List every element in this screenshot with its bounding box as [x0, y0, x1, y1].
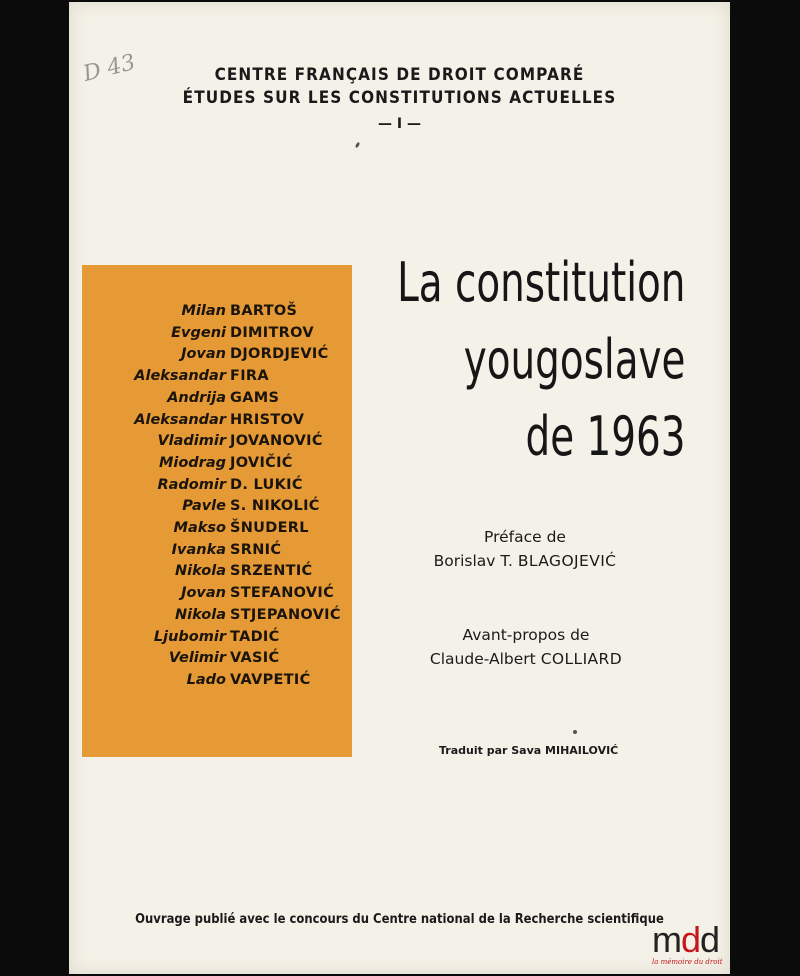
- foreword-label: Avant-propos de: [462, 626, 590, 644]
- author-first-name: Evgeni: [171, 324, 226, 341]
- logo-letter-d-red: d: [681, 919, 701, 960]
- author-entry: [82, 650, 352, 672]
- author-first-name: Aleksandar: [134, 411, 226, 428]
- authors-panel: [82, 265, 352, 757]
- author-entry: [82, 498, 352, 520]
- author-first-name: Miodrag: [158, 454, 226, 471]
- author-first-name: Makso: [173, 520, 226, 536]
- foreword-credit: [415, 623, 637, 671]
- author-entry: [82, 412, 352, 434]
- author-last-name: VAVPETIĆ: [230, 671, 311, 688]
- funding-note: Ouvrage publié avec le concours du Centre national de la Recherche scientifique: [135, 911, 664, 927]
- series-title: ÉTUDES SUR LES CONSTITUTIONS ACTUELLES: [182, 88, 617, 108]
- author-first-name: Ljubomir: [153, 628, 226, 645]
- author-last-name: JOVANOVIĆ: [230, 433, 323, 450]
- author-last-name: STJEPANOVIĆ: [230, 606, 341, 623]
- author-entry: [82, 390, 352, 412]
- series-header: [69, 64, 730, 136]
- logo-tagline: la mémoire du droit: [652, 958, 723, 966]
- preface-credit: [415, 525, 635, 573]
- translator-label: Traduit par Sava: [439, 744, 542, 757]
- logo-letter-m: m: [652, 919, 681, 960]
- author-last-name: SRNIĆ: [230, 541, 282, 558]
- foreword-author-first: Claude-Albert: [429, 650, 536, 668]
- author-last-name: HRISTOV: [230, 411, 305, 428]
- author-last-name: FIRA: [230, 368, 269, 385]
- author-first-name: Lado: [186, 671, 226, 688]
- publisher-name: CENTRE FRANÇAIS DE DROIT COMPARÉ: [214, 65, 585, 85]
- author-entry: [82, 477, 352, 499]
- author-entry: [82, 303, 352, 325]
- translator-credit: [439, 744, 618, 757]
- author-first-name: Vladimir: [157, 433, 226, 450]
- author-entry: [82, 629, 352, 651]
- author-entry: [82, 433, 352, 455]
- preface-label: Préface de: [484, 528, 566, 546]
- author-entry: [82, 607, 352, 629]
- title-line-2: yougoslave: [463, 328, 685, 391]
- author-entry: [82, 325, 352, 347]
- book-cover: [69, 2, 730, 974]
- author-last-name: D. LUKIĆ: [230, 476, 303, 493]
- author-last-name: SRZENTIĆ: [230, 563, 313, 580]
- author-entry: [82, 368, 352, 390]
- author-first-name: Aleksandar: [134, 368, 226, 385]
- author-first-name: Velimir: [168, 650, 226, 667]
- author-first-name: Nikola: [175, 606, 226, 623]
- author-last-name: DJORDJEVIĆ: [230, 346, 329, 363]
- author-entry: [82, 672, 352, 694]
- preface-author-last: BLAGOJEVIĆ: [517, 552, 617, 570]
- preface-author-first: Borislav T.: [433, 552, 513, 570]
- author-first-name: Jovan: [181, 346, 226, 363]
- logo-letters: [652, 920, 732, 960]
- preface-author: [415, 549, 635, 573]
- author-last-name: VASIĆ: [230, 650, 280, 667]
- book-title: [397, 244, 685, 475]
- author-last-name: DIMITROV: [230, 324, 314, 341]
- author-entry: [82, 542, 352, 564]
- handwritten-shelf-mark: D 43: [80, 50, 138, 87]
- author-first-name: Nikola: [175, 563, 226, 580]
- author-entry: [82, 520, 352, 542]
- paper-speck: [573, 730, 577, 734]
- author-entry: [82, 563, 352, 585]
- paper-speck: [355, 142, 361, 149]
- author-last-name: STEFANOVIĆ: [230, 585, 335, 602]
- author-last-name: TADIĆ: [230, 628, 280, 645]
- author-first-name: Andrija: [167, 389, 226, 406]
- author-last-name: S. NIKOLIĆ: [230, 498, 320, 515]
- author-first-name: Ivanka: [171, 541, 226, 558]
- author-last-name: BARTOŠ: [230, 303, 298, 319]
- foreword-author: [415, 647, 637, 671]
- series-number: — I —: [378, 116, 421, 132]
- author-last-name: JOVIČIĆ: [230, 454, 293, 471]
- author-first-name: Pavle: [182, 498, 226, 515]
- author-first-name: Jovan: [181, 585, 226, 602]
- author-entry: [82, 585, 352, 607]
- foreword-author-last: COLLIARD: [540, 650, 623, 668]
- title-line-3: de 1963: [525, 405, 685, 468]
- author-first-name: Radomir: [157, 476, 226, 493]
- logo-letter-d: d: [700, 919, 720, 960]
- author-last-name: GAMS: [230, 389, 280, 406]
- author-last-name: ŠNUDERL: [230, 520, 309, 536]
- mdd-logo: [652, 920, 732, 976]
- translator-name: MIHAILOVIĆ: [545, 744, 619, 757]
- author-entry: [82, 455, 352, 477]
- author-first-name: Milan: [181, 303, 226, 319]
- title-line-1: La constitution: [396, 251, 685, 314]
- author-entry: [82, 346, 352, 368]
